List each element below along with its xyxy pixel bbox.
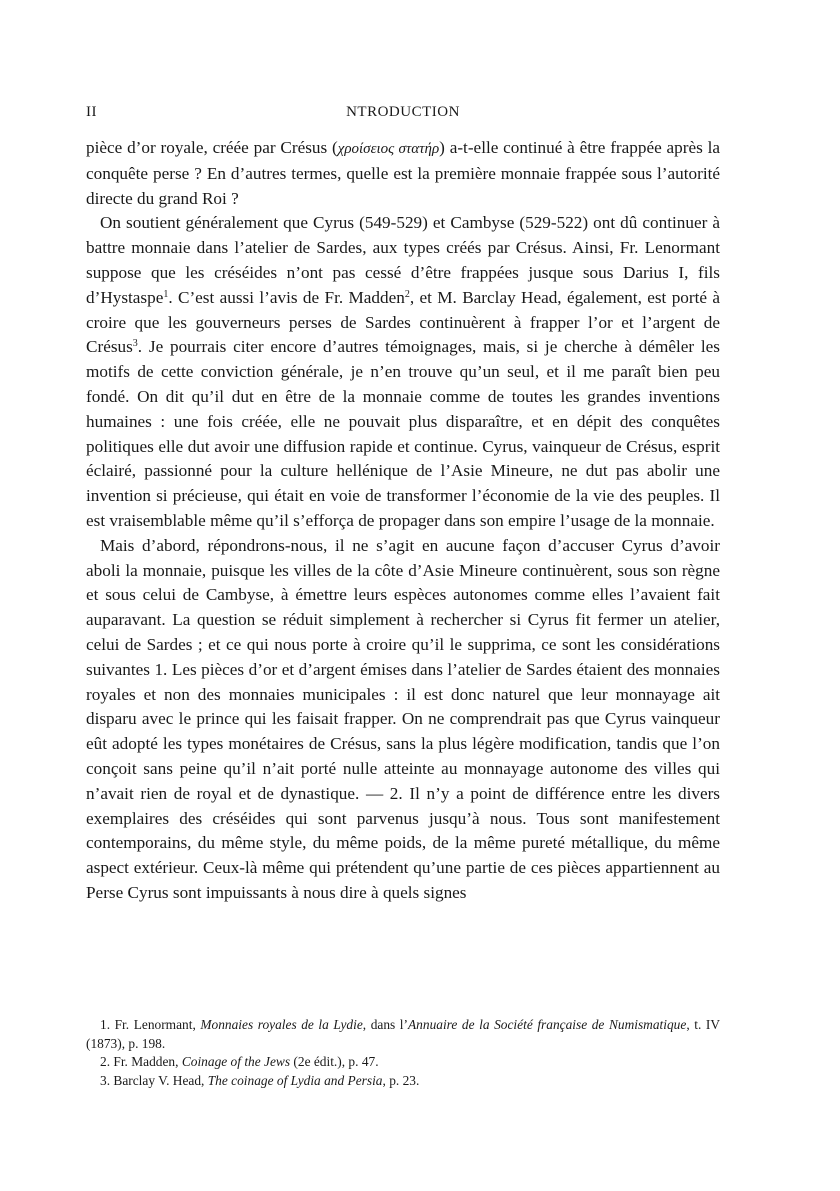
- fn1-pre: 1. Fr. Lenormant,: [100, 1017, 201, 1032]
- fn1-mid: , dans l’: [362, 1017, 408, 1032]
- fn3-post: , p. 23.: [382, 1072, 420, 1088]
- running-title: NTRODUCTION: [346, 104, 460, 120]
- footnotes: [86, 1016, 720, 1090]
- fn3-pre: 3. Barclay V. Head,: [100, 1072, 208, 1088]
- p2-text-a: On soutient généralement que Cyrus (549-529) et Cambyse (529-522) ont dû continuer à battre monnaie dans l’atelier de Sardes, aux types créés par Crésus. Ainsi, Fr. Lenormant suppose que les créséides n’ont pas cessé d’être frappées jusque sous Darius I, fils d’Hystaspe: [86, 213, 720, 307]
- fn2-post: (2e édit.), p. 47.: [290, 1054, 379, 1070]
- p2-text-d: . Je pourrais citer encore d’autres témoignages, mais, si je cherche à démêler les motifs de cette conviction générale, je n’en trouve qu’un seul, et il me paraît bien peu fondé. On dit qu’il dut en être de la monnaie comme de toutes les grandes inventions humaines : une fois créée, elle ne pouvait plus disparaître, et en dépit des conquêtes politiques elle dut avoir une diffusion rapide et continue. Cyrus, vainqueur de Crésus, esprit éclairé, passionné pour la culture hellénique de l’Asie Mineure, ne dut pas abolir une invention si précieuse, qui était en voie de transformer l’économie de la vie des peuples. Il est vraisemblable même qu’il s’efforça de propager dans son empire l’usage de la monnaie.: [86, 337, 720, 530]
- fn1-title: Monnaies royales de la Lydie: [200, 1017, 363, 1032]
- paragraph-2: [86, 211, 720, 533]
- body-text: [86, 136, 720, 906]
- footnote-2: [86, 1053, 720, 1072]
- footnote-3: [86, 1072, 720, 1091]
- p2-text-c: , et M. Barclay Head, également, est porté à croire que les gouverneurs perses de Sardes continuèrent à frapper l’or et l’argent de Crésus: [86, 287, 721, 357]
- footnote-ref-1[interactable]: 1: [163, 288, 169, 300]
- footnote-ref-2[interactable]: 2: [404, 288, 410, 300]
- fn1-post: , t. IV (1873), p. 198.: [86, 1017, 720, 1051]
- greek-term: χροίσειος στατήρ: [337, 141, 440, 157]
- paragraph-3: Mais d’abord, répondrons-nous, il ne s’agit en aucune façon d’accuser Cyrus d’avoir aboli la monnaie, puisque les villes de la côte d’Asie Mineure continuèrent, sous son règne et sous celui de Cambyse, à émettre leurs espèces autonomes comme elles l’avaient fait auparavant. La question se réduit simplement à rechercher si Cyrus fit fermer un atelier, celui de Sardes ; et ce qui nous porte à croire qu’il le supprima, ce sont les considérations suivantes 1. Les pièces d’or et d’argent émises dans l’atelier de Sardes étaient des monnaies royales et non des monnaies municipales : il est donc naturel que leur monnayage ait disparu avec le prince qui les faisait frapper. On ne comprendrait pas que Cyrus vainqueur eût adopté les types monétaires de Crésus, sans la plus légère modification, tandis que l’on conçoit sans peine qu’il n’ait porté nulle atteinte au monnayage autonome des villes qui n’avait rien de royal et de dynastique. — 2. Il n’y a point de différence entre les divers exemplaires des créséides qui sont parvenus jusqu’à nous. Tous sont manifestement contemporains, du même style, du même poids, de la même pureté métallique, du même aspect extérieur. Ceux-là même qui prétendent qu’une partie de ces pièces appartiennent au Perse Cyrus sont impuissants à nous dire à quels signes: [86, 535, 720, 902]
- p1-text-b: ) a-t-elle continué à être frappée après la conquête perse ? En d’autres termes, quelle est la première monnaie frappée sous l’autorité directe du grand Roi ?: [86, 138, 721, 208]
- footnote-ref-3[interactable]: 3: [132, 338, 138, 350]
- running-header: [86, 104, 720, 126]
- p1-text-a: pièce d’or royale, créée par Crésus (: [86, 138, 338, 157]
- paragraph-1: [86, 136, 720, 211]
- fn3-title: The coinage of Lydia and Persia: [207, 1072, 383, 1088]
- fn2-title: Coinage of the Jews: [181, 1054, 291, 1070]
- p2-text-b: . C’est aussi l’avis de Fr. Madden: [168, 287, 405, 307]
- page-number: II: [86, 104, 97, 120]
- footnote-1: [86, 1016, 720, 1053]
- fn2-pre: 2. Fr. Madden,: [100, 1054, 182, 1070]
- fn1-journal: Annuaire de la Société française de Numismatique: [408, 1017, 687, 1032]
